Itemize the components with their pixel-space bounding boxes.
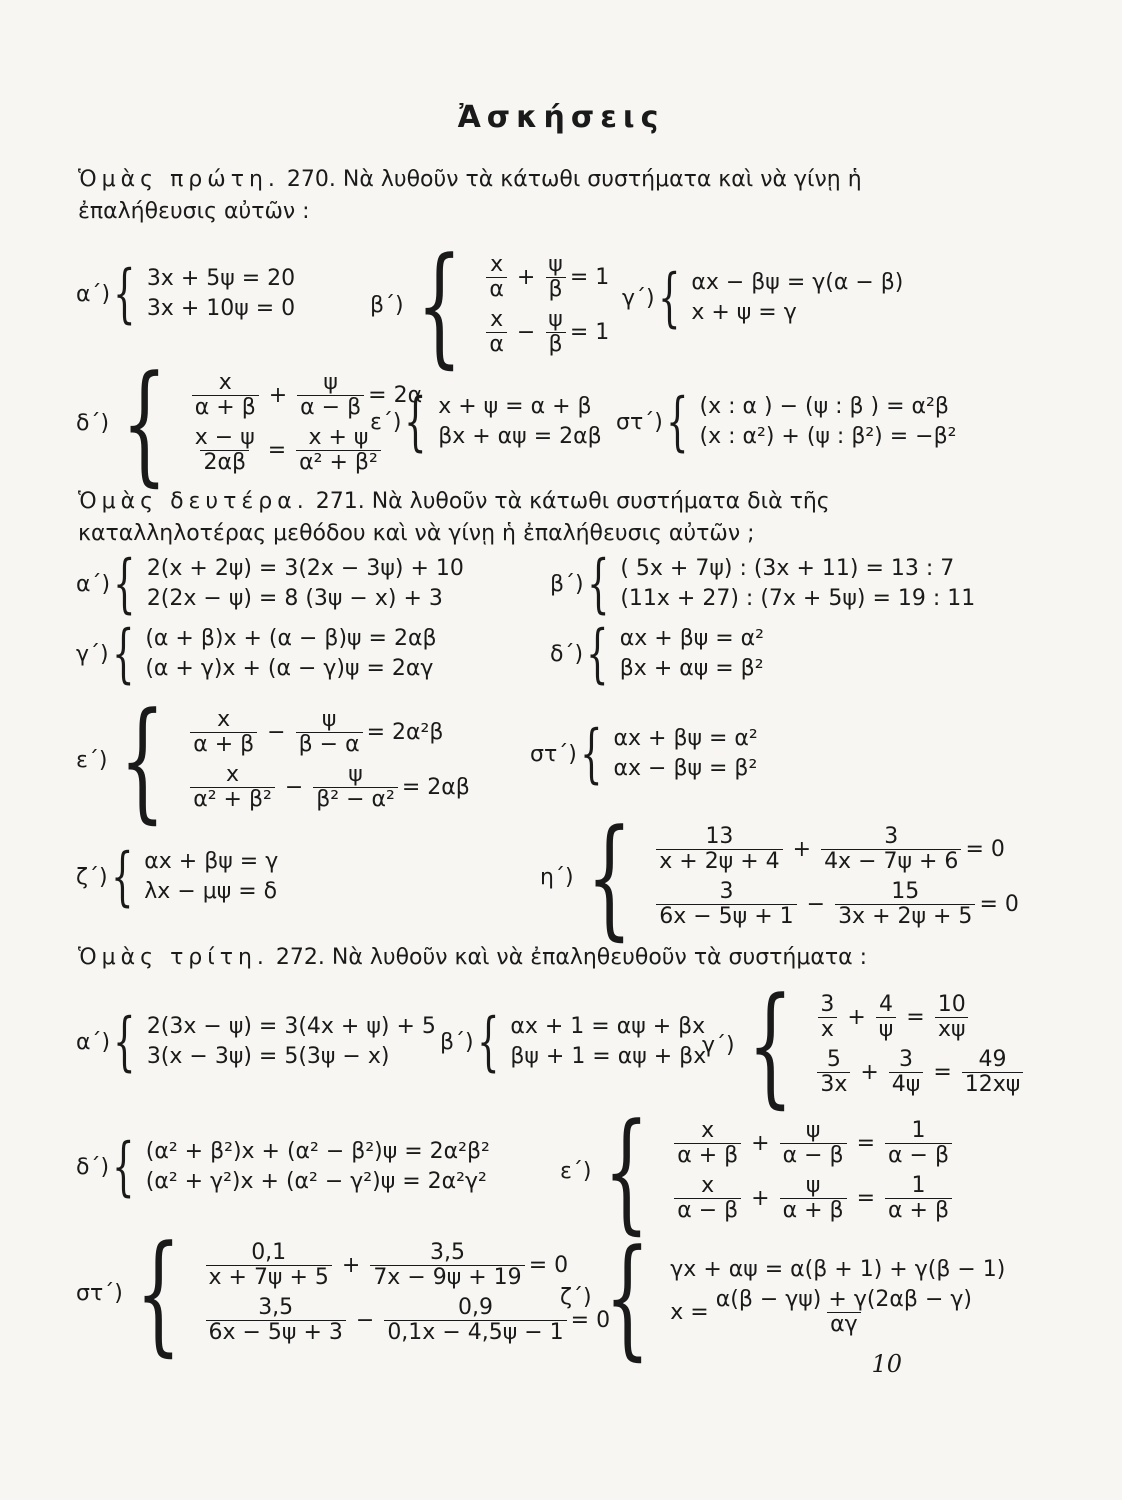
brace: { — [135, 1217, 181, 1369]
math-term: x — [490, 252, 504, 277]
system-272-e — [560, 1095, 956, 1247]
fraction — [817, 1048, 850, 1097]
math-term: α − β — [885, 1143, 952, 1168]
math-term: ψ — [548, 307, 563, 332]
math-term: 0,1 — [251, 1240, 287, 1265]
brace: { — [665, 385, 689, 459]
fraction — [192, 371, 259, 420]
fraction — [889, 1048, 924, 1097]
equation — [813, 1048, 1027, 1097]
fraction — [656, 880, 796, 929]
math-term: = 2α²β — [366, 720, 444, 745]
operator: + — [792, 837, 812, 862]
operator: = — [856, 1131, 876, 1156]
equation: 3x + 5ψ = 20 — [146, 266, 296, 291]
label: β΄) — [440, 1029, 474, 1055]
operator: − — [284, 775, 304, 800]
math-term: 6x − 5ψ + 3 — [206, 1320, 346, 1345]
math-term: α — [486, 332, 507, 357]
math-term: α² + β² — [190, 787, 275, 812]
equation: 2(3x − ψ) = 3(4x + ψ) + 5 — [146, 1014, 436, 1039]
equation: βψ + 1 = αψ + βx — [510, 1044, 707, 1069]
math-term: β — [546, 277, 566, 302]
label: β΄) — [550, 571, 584, 597]
fraction — [296, 426, 381, 475]
math-term: 4x − 7ψ + 6 — [821, 849, 961, 874]
label: γ΄) — [702, 1032, 735, 1058]
operator: + — [341, 1253, 361, 1278]
brace: { — [747, 969, 793, 1121]
exercise-270-statement — [78, 164, 958, 228]
math-term: ψ — [323, 370, 338, 395]
math-term: ψ — [805, 1118, 821, 1143]
group-heading: Ὁμὰς τρίτη. — [78, 945, 269, 970]
brace: { — [586, 617, 609, 691]
label: στ΄) — [616, 409, 663, 435]
equation: βx + αψ = 2αβ — [438, 424, 602, 449]
math-term: αγ — [827, 1312, 861, 1337]
fraction — [545, 253, 566, 302]
math-term: 4ψ — [889, 1072, 924, 1097]
math-term: 3,5 — [430, 1240, 465, 1265]
operator: − — [516, 320, 536, 345]
label: α΄) — [76, 1029, 111, 1055]
brace: { — [657, 261, 681, 335]
operator: + — [268, 383, 288, 408]
equation: γx + αψ = α(β + 1) + γ(β − 1) — [670, 1256, 1006, 1282]
brace: { — [113, 547, 136, 621]
equation — [186, 763, 470, 812]
operator: = — [267, 438, 287, 463]
math-term: x — [218, 370, 232, 395]
system-272-g — [702, 969, 1027, 1121]
math-term: x − ψ — [194, 425, 255, 450]
math-term: β² − α² — [313, 787, 398, 812]
math-term: x = — [670, 1299, 709, 1325]
math-term: ψ — [548, 252, 563, 277]
math-term: 0,1x − 4,5ψ − 1 — [384, 1320, 566, 1345]
brace: { — [110, 840, 134, 914]
system-270-g — [622, 261, 904, 335]
math-term: x — [217, 707, 231, 732]
equation — [652, 880, 1019, 929]
math-term: 15 — [891, 879, 920, 904]
math-term: 3 — [899, 1047, 914, 1072]
equation: αx + βψ = γ — [144, 849, 279, 874]
math-term: = 0 — [965, 837, 1005, 862]
math-term: x — [818, 1017, 837, 1042]
system-270-e — [370, 385, 602, 459]
math-term: α + β — [885, 1198, 952, 1223]
fraction — [486, 308, 507, 357]
equation — [813, 993, 1027, 1042]
system-270-b — [370, 229, 610, 381]
math-term: x + 7ψ + 5 — [206, 1265, 332, 1290]
exercise-272-statement — [78, 942, 958, 974]
brace: { — [586, 801, 632, 953]
math-term: 3 — [820, 992, 835, 1017]
math-term: x — [701, 1118, 715, 1143]
equation — [482, 253, 609, 302]
brace: { — [476, 1005, 500, 1079]
math-term: 3x + 2ψ + 5 — [835, 904, 975, 929]
label: β΄) — [370, 292, 404, 318]
operator: = — [856, 1186, 876, 1211]
brace: { — [404, 385, 428, 459]
equation — [670, 1119, 956, 1168]
operator: − — [355, 1308, 375, 1333]
math-term: β − α — [296, 732, 363, 757]
math-term: 0,9 — [457, 1295, 493, 1320]
math-term: 4 — [879, 992, 894, 1017]
label: α΄) — [76, 281, 111, 307]
equation — [482, 308, 609, 357]
system-271-b — [550, 547, 976, 621]
page-title: Ἀσκήσεις — [457, 100, 665, 135]
equation: αx − βψ = γ(α − β) — [691, 270, 904, 295]
equation: (α + γ)x + (α − γ)ψ = 2αγ — [145, 656, 434, 681]
math-term: 13 — [705, 824, 734, 849]
math-term: α − β — [780, 1143, 847, 1168]
math-term: α + β — [674, 1143, 741, 1168]
equation — [186, 708, 470, 757]
fraction — [296, 708, 363, 757]
math-term: 6x − 5ψ + 1 — [656, 904, 796, 929]
equation — [202, 1241, 611, 1290]
equation — [670, 1288, 1005, 1337]
equation: (α² + β²)x + (α² − β²)ψ = 2α²β² — [145, 1139, 490, 1164]
system-271-d — [550, 617, 765, 691]
label: δ΄) — [76, 1154, 110, 1180]
equation: 2(x + 2ψ) = 3(2x − 3ψ) + 10 — [146, 556, 464, 581]
label: η΄) — [540, 864, 574, 890]
math-term: 2αβ — [200, 450, 249, 475]
math-term: 1 — [911, 1118, 926, 1143]
math-term: x — [701, 1173, 715, 1198]
math-term: α² + β² — [296, 450, 381, 475]
operator: = — [933, 1060, 952, 1085]
system-271-h — [540, 801, 1019, 953]
label: δ΄) — [76, 410, 110, 436]
equation: αx + βψ = α² — [619, 626, 765, 651]
system-271-a — [76, 547, 464, 621]
fraction — [313, 763, 398, 812]
label: ε΄) — [370, 409, 402, 435]
brace: { — [113, 257, 136, 331]
math-term: 5 — [826, 1047, 841, 1072]
equation: 3(x − 3ψ) = 5(3ψ − x) — [146, 1044, 390, 1069]
math-term: ψ — [348, 762, 363, 787]
brace: { — [113, 1005, 136, 1079]
equation: (x : α ) − (ψ : β ) = α²β — [699, 394, 949, 419]
math-term: = 0 — [570, 1308, 611, 1333]
math-term: x + 2ψ + 4 — [656, 849, 782, 874]
math-term: = 1 — [569, 265, 610, 290]
brace: { — [111, 617, 135, 691]
equation: ( 5x + 7ψ) : (3x + 11) = 13 : 7 — [620, 556, 955, 581]
math-term: 3 — [719, 879, 734, 904]
equation: λx − μψ = δ — [144, 879, 278, 904]
fraction — [674, 1119, 741, 1168]
math-term: α + β — [780, 1198, 847, 1223]
math-term: 3,5 — [258, 1295, 294, 1320]
label: γ΄) — [76, 641, 109, 667]
instruction: 272. Νὰ λυθοῦν καὶ νὰ ἐπαληθευθοῦν τὰ συστήματα : — [268, 945, 868, 970]
math-term: xψ — [935, 1017, 969, 1042]
fraction — [190, 763, 275, 812]
math-term: = 1 — [569, 320, 610, 345]
operator: + — [751, 1131, 770, 1156]
fraction — [192, 426, 258, 475]
page-number: 10 — [871, 1350, 902, 1378]
math-term: 49 — [978, 1047, 1007, 1072]
label: δ΄) — [550, 641, 584, 667]
fraction — [656, 825, 782, 874]
operator: + — [860, 1060, 879, 1085]
brace: { — [121, 347, 168, 499]
equation: αx + 1 = αψ + βx — [510, 1014, 706, 1039]
system-272-a — [76, 1005, 436, 1079]
fraction — [885, 1174, 952, 1223]
group-heading: Ὁμὰς πρώτη. — [78, 167, 280, 192]
operator: + — [751, 1186, 770, 1211]
fraction — [206, 1296, 346, 1345]
system-271-e — [76, 684, 470, 836]
equation: x + ψ = α + β — [438, 394, 592, 419]
fraction — [713, 1288, 975, 1337]
math-term: α − β — [297, 395, 364, 420]
equation: βx + αψ = β² — [619, 656, 764, 681]
system-271-z — [76, 840, 279, 914]
math-term: α + β — [192, 395, 259, 420]
label: στ΄) — [76, 1280, 123, 1306]
math-term: α — [486, 277, 507, 302]
fraction — [190, 708, 257, 757]
fraction — [821, 825, 961, 874]
brace: { — [604, 1095, 650, 1247]
system-271-st — [530, 717, 758, 791]
label: ε΄) — [76, 747, 108, 773]
fraction — [962, 1048, 1024, 1097]
exercise-271-statement — [78, 486, 958, 550]
fraction — [384, 1296, 566, 1345]
fraction — [486, 253, 507, 302]
operator: − — [267, 720, 286, 745]
system-271-g — [76, 617, 437, 691]
equation — [202, 1296, 611, 1345]
math-term: = 2α — [368, 383, 423, 408]
math-term: x — [490, 307, 504, 332]
equation: (α + β)x + (α − β)ψ = 2αβ — [145, 626, 437, 651]
operator: + — [516, 265, 536, 290]
system-270-st — [616, 385, 957, 459]
math-term: x — [225, 762, 240, 787]
label: στ΄) — [530, 741, 577, 767]
math-term: x + ψ — [308, 425, 369, 450]
math-term: ψ — [321, 707, 337, 732]
brace: { — [586, 547, 610, 621]
fraction — [780, 1174, 847, 1223]
system-272-d — [76, 1130, 490, 1204]
brace: { — [416, 229, 462, 381]
operator: − — [806, 892, 826, 917]
instruction: 270. Νὰ λυθοῦν τὰ κάτωθι συστήματα καὶ νὰ γίνῃ ἡ ἐπαλήθευσις αὐτῶν : — [78, 167, 862, 224]
fraction — [935, 993, 969, 1042]
math-term: 7x − 9ψ + 19 — [370, 1265, 524, 1290]
math-term: = 0 — [528, 1253, 569, 1278]
equation: (x : α²) + (ψ : β²) = −β² — [699, 424, 957, 449]
label: γ΄) — [622, 285, 655, 311]
brace: { — [579, 717, 603, 791]
math-term: ψ — [876, 1017, 897, 1042]
group-heading: Ὁμὰς δευτέρα. — [78, 489, 309, 514]
math-term: 10 — [937, 992, 966, 1017]
brace: { — [120, 684, 166, 836]
equation: (11x + 27) : (7x + 5ψ) = 19 : 11 — [620, 586, 976, 611]
brace: { — [604, 1221, 650, 1373]
brace: { — [112, 1130, 135, 1204]
fraction — [885, 1119, 952, 1168]
fraction — [297, 371, 364, 420]
fraction — [674, 1174, 741, 1223]
equation: 3x + 10ψ = 0 — [146, 296, 296, 321]
operator: = — [906, 1005, 925, 1030]
fraction — [835, 880, 975, 929]
math-term: 12xψ — [962, 1072, 1024, 1097]
fraction — [876, 993, 897, 1042]
math-term: α(β − γψ) + γ(2αβ − γ) — [715, 1286, 972, 1312]
label: ζ΄) — [560, 1284, 592, 1310]
operator: + — [847, 1005, 866, 1030]
math-term: 1 — [911, 1173, 926, 1198]
math-term: α − β — [674, 1198, 741, 1223]
equation — [652, 825, 1019, 874]
system-272-b — [440, 1005, 707, 1079]
equation: αx + βψ = α² — [613, 726, 758, 751]
math-term: β — [546, 332, 566, 357]
system-272-st — [76, 1217, 611, 1369]
label: ε΄) — [560, 1158, 592, 1184]
equation — [670, 1174, 956, 1223]
math-term: = 0 — [979, 892, 1019, 917]
equation: (α² + γ²)x + (α² − γ²)ψ = 2α²γ² — [145, 1169, 487, 1194]
equation: 2(2x − ψ) = 8 (3ψ − x) + 3 — [146, 586, 443, 611]
math-term: ψ — [805, 1173, 821, 1198]
math-term: 3x — [817, 1072, 850, 1097]
fraction — [545, 308, 566, 357]
math-term: = 2αβ — [401, 775, 470, 800]
system-270-a — [76, 257, 296, 331]
math-term: α + β — [190, 732, 257, 757]
math-term: 3 — [884, 824, 899, 849]
equation: αx − βψ = β² — [613, 756, 758, 781]
label: α΄) — [76, 571, 111, 597]
fraction — [817, 993, 837, 1042]
fraction — [780, 1119, 847, 1168]
equation: x + ψ = γ — [691, 300, 797, 325]
instruction: 271. Νὰ λυθοῦν τὰ κάτωθι συστήματα διὰ τῆς καταλληλοτέρας μεθόδου καὶ νὰ γίνῃ ἡ ἐπαλήθευσις αὐτῶν ; — [78, 489, 830, 546]
fraction — [206, 1241, 332, 1290]
label: ζ΄) — [76, 864, 108, 890]
fraction — [370, 1241, 524, 1290]
